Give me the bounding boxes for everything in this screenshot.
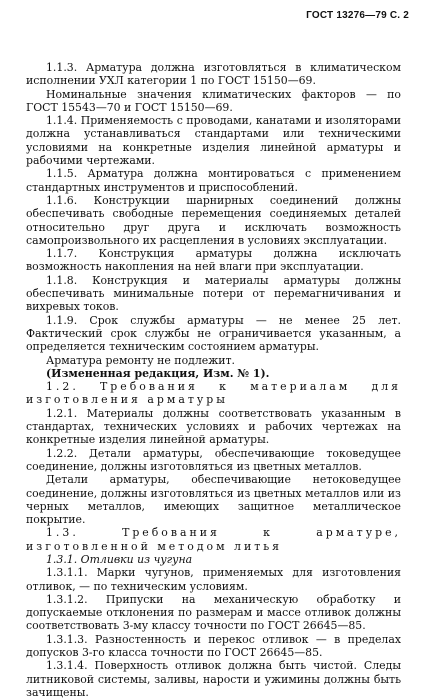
paragraph: Номинальные значения климатических факторов — по ГОСТ 15543—70 и ГОСТ 15150—69.: [26, 87, 401, 114]
paragraph: 1.2.2. Детали арматуры, обеспечивающие токоведущее соединение, должны изготовляться из цветных металлов.: [26, 446, 401, 473]
paragraph: 1.3.1.3. Разностенность и перекос отливок — в пределах допусков 3-го класса точности по ГОСТ 26645—85.: [26, 632, 401, 660]
running-head: ГОСТ 13276—79 С. 2: [306, 10, 409, 21]
paragraph: Арматура ремонту не подлежит.: [46, 353, 235, 367]
paragraph: 1.1.8. Конструкция и материалы арматуры должны обеспечивать минимальные потери от перемагничивания и вихревых токов.: [26, 273, 401, 314]
paragraph: 1.1.9. Срок службы арматуры — не менее 25 лет. Фактический срок службы не ограничивается указанным, а определяется техническим состоянием арматуры.: [26, 313, 401, 354]
document-body: [26, 61, 401, 699]
paragraph: 1.1.5. Арматура должна монтироваться с применением стандартных инструментов и приспособлений.: [26, 167, 401, 194]
amendment-note: (Измененная редакция, Изм. № 1).: [46, 366, 270, 380]
paragraph: 1.1.7. Конструкция арматуры должна исключать возможность накопления на ней влаги при эксплуатации.: [26, 247, 401, 274]
section-heading: 1.2. Требования к материалам для изготовления арматуры: [26, 380, 401, 407]
paragraph: Детали арматуры, обеспечивающие нетоковедущее соединение, должны изготовляться из цветных металлов или из черных металлов, имеющих защитное металлическое покрытие.: [26, 473, 401, 527]
paragraph: 1.1.4. Применяемость с проводами, канатами и изоляторами должна устанавливаться стандартами или техническими условиями на конкретные изделия линейной арматуры и рабочими чертежами.: [26, 114, 401, 168]
paragraph: 1.3.1.1. Марки чугунов, применяемых для изготовления отливок, — по техническим условиям.: [26, 566, 401, 593]
paragraph: 1.1.3. Арматура должна изготовляться в климатическом исполнении УХЛ категории 1 по ГОСТ 15150—69.: [26, 61, 401, 88]
section-heading: 1.3. Требования к арматуре, изготовленной методом литья: [26, 526, 401, 553]
subsection-heading: 1.3.1. Отливки из чугуна: [46, 552, 193, 566]
paragraph: 1.3.1.2. Припуски на механическую обработку и допускаемые отклонения по размерам и массе отливок должны соответствовать 3-му классу точности по ГОСТ 26645—85.: [26, 592, 401, 633]
paragraph: 1.1.6. Конструкции шарнирных соединений должны обеспечивать свободные перемещения соединяемых деталей относительно друг друга и исключать возможность самопроизвольного их расцепления в условиях эксплуатации.: [26, 193, 401, 247]
paragraph: 1.2.1. Материалы должны соответствовать указанным в стандартах, технических условиях и рабочих чертежах на конкретные изделия линейной арматуры.: [26, 406, 401, 447]
paragraph: 1.3.1.4. Поверхность отливок должна быть чистой. Следы литниковой системы, заливы, нарости и ужимины должны быть зачищены.: [26, 659, 401, 699]
